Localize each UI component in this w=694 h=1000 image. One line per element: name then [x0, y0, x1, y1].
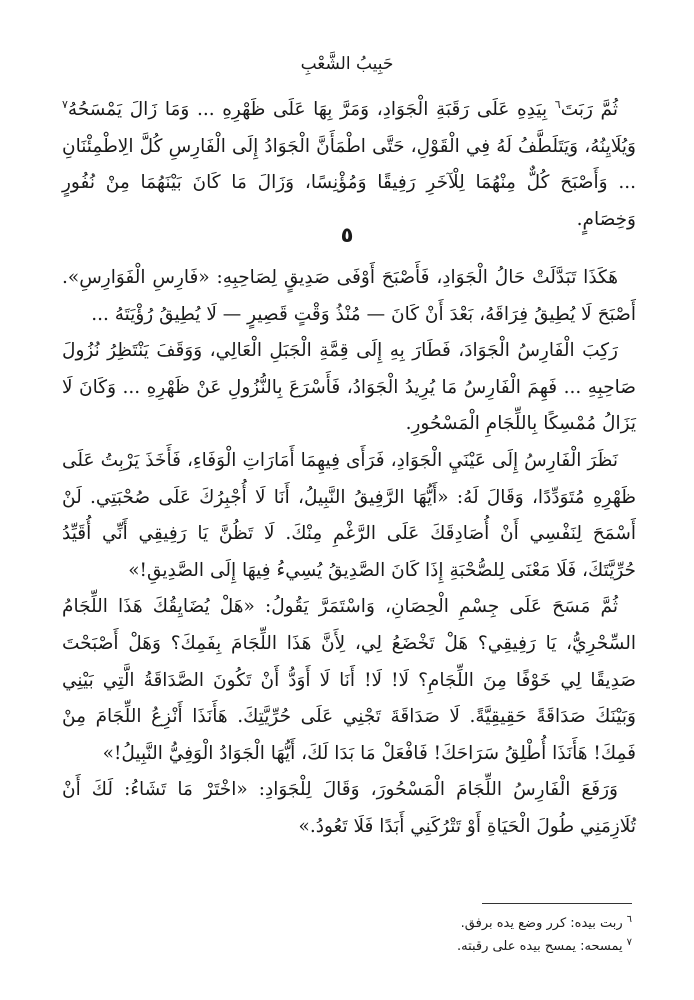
paragraph-text: ثُمَّ رَبَتَ: [560, 99, 619, 120]
footnotes: [58, 912, 632, 958]
paragraph: ثُمَّ مَسَحَ عَلَى جِسْمِ الْحِصَانِ، وَاسْتَمَرَّ يَقُولُ: «هَلْ يُضَايِقُكَ هَذَا اللِّجَامُ السِّحْرِيُّ، يَا رَفِيقِي؟ هَلْ تَخْضَعُ لِي، لِأَنَّ هَذَا اللِّجَامَ بِفَمِكَ؟ وَهَلْ أَصْبَحْتَ صَدِيقًا لِي خَوْفًا مِنَ اللِّجَامِ؟ لَا! لَا! أَنَا لَا أَوَدُّ أَنْ تَكُونَ الصَّدَاقَةُ الَّتِي بَيْنِي وَبَيْنَكَ صَدَاقَةً حَقِيقِيَّةً. لَا صَدَاقَةَ تَجْنِي عَلَى حُرِّيَّتِكَ. هَأَنَذَا أَنْزِعُ اللِّجَامَ مِنْ فَمِكَ! هَأَنَذَا أُطْلِقُ سَرَاحَكَ! فَافْعَلْ مَا بَدَا لَكَ، أَيُّهَا الْجَوَادُ الْوَفِيُّ النَّبِيلُ!»: [62, 596, 636, 764]
section-1-text: [62, 92, 636, 238]
running-title: حَبِيبُ الشَّعْبِ: [300, 54, 394, 74]
footnote-text: ربت بيده: كرر وضع يده برفق.: [460, 916, 623, 931]
footnote-ref-6[interactable]: ٦: [554, 97, 561, 111]
paragraph: هَكَذَا تَبَدَّلَتْ حَالُ الْجَوَادِ، فَأَصْبَحَ أَوْفَى صَدِيقٍ لِصَاحِبِهِ: «فَارِسِ الْفَوَارِسِ». أَصْبَحَ لَا يُطِيقُ فِرَاقَهُ، بَعْدَ أَنْ كَانَ — مُنْذُ وَقْتٍ قَصِيرٍ — لَا يُطِيقُ رُؤْيَتَهُ ...: [62, 267, 636, 325]
footnote-number: ٦: [626, 913, 632, 925]
footnote-divider: [482, 903, 632, 904]
footnote-number: ٧: [626, 936, 632, 948]
paragraph: [62, 92, 636, 238]
footnote: [58, 935, 632, 958]
paragraph: وَرَفَعَ الْفَارِسُ اللِّجَامَ الْمَسْحُورَ، وَقَالَ لِلْجَوَادِ: «اخْتَرْ مَا تَشَاءُ: لَكَ أَنْ تُلَازِمَنِي طُولَ الْحَيَاةِ أَوْ تَتْرُكَنِي أَبَدًا فَلَا تَعُودُ.»: [62, 779, 636, 837]
chapter-number: ٥: [340, 223, 354, 247]
footnote-text: يمسحه: يمسح بيده على رقبته.: [456, 939, 623, 954]
footnote: [58, 912, 632, 935]
section-2-text: [62, 260, 636, 846]
paragraph: نَظَرَ الْفَارِسُ إِلَى عَيْنَيِ الْجَوَادِ، فَرَأَى فِيهِمَا أَمَارَاتِ الْوَفَاءِ، فَأَخَذَ يَرْبِتُ عَلَى ظَهْرِهِ مُتَوَدِّدًا، وَقَالَ لَهُ: «أَيُّهَا الرَّفِيقُ النَّبِيلُ، أَنَا لَا أُجْبِرُكَ عَلَى صُحْبَتِي. لَنْ أَسْمَحَ لِنَفْسِي أَنْ أُصَادِقَكَ عَلَى الرَّغْمِ مِنْكَ. لَا تَظُنَّ يَا رَفِيقِي أَنِّي أُقَيِّدُ حُرِّيَّتَكَ، فَلَا مَعْنَى لِلصُّحْبَةِ إِذَا كَانَ الصَّدِيقُ يُسِيءُ فِيهَا إِلَى الصَّدِيقِ!»: [62, 449, 636, 581]
footnote-ref-7[interactable]: ٧: [62, 97, 68, 111]
paragraph-text: وَيُلَايِنُهُ، وَيَتَلَطَّفُ لَهُ فِي الْقَوْلِ، حَتَّى اطْمَأَنَّ الْجَوَادُ إِلَى الْفَارِسِ كُلَّ الِاطْمِئْنَانِ ... وَأَصْبَحَ كُلٌّ مِنْهُمَا لِلْآخَرِ رَفِيقًا وَمُؤْنِسًا، وَزَالَ مَا كَانَ بَيْنَهُمَا مِنْ نُفُورٍ وَخِصَامٍ.: [62, 135, 636, 230]
paragraph: رَكِبَ الْفَارِسُ الْجَوَادَ، فَطَارَ بِهِ إِلَى قِمَّةِ الْجَبَلِ الْعَالِي، وَوَقَفَ يَنْتَظِرُ نُزُولَ صَاحِبِهِ ... فَهِمَ الْفَارِسُ مَا يُرِيدُ الْجَوَادُ، فَأَسْرَعَ بِالنُّزُولِ عَنْ ظَهْرِهِ ... وَكَانَ لَا يَزَالُ مُمْسِكًا بِاللِّجَامِ الْمَسْحُورِ.: [62, 340, 636, 435]
paragraph-text: بِيَدِهِ عَلَى رَقَبَةِ الْجَوَادِ، وَمَرَّ بِهَا عَلَى ظَهْرِهِ ... وَمَا زَالَ يَمْسَحُهُ: [67, 99, 555, 120]
